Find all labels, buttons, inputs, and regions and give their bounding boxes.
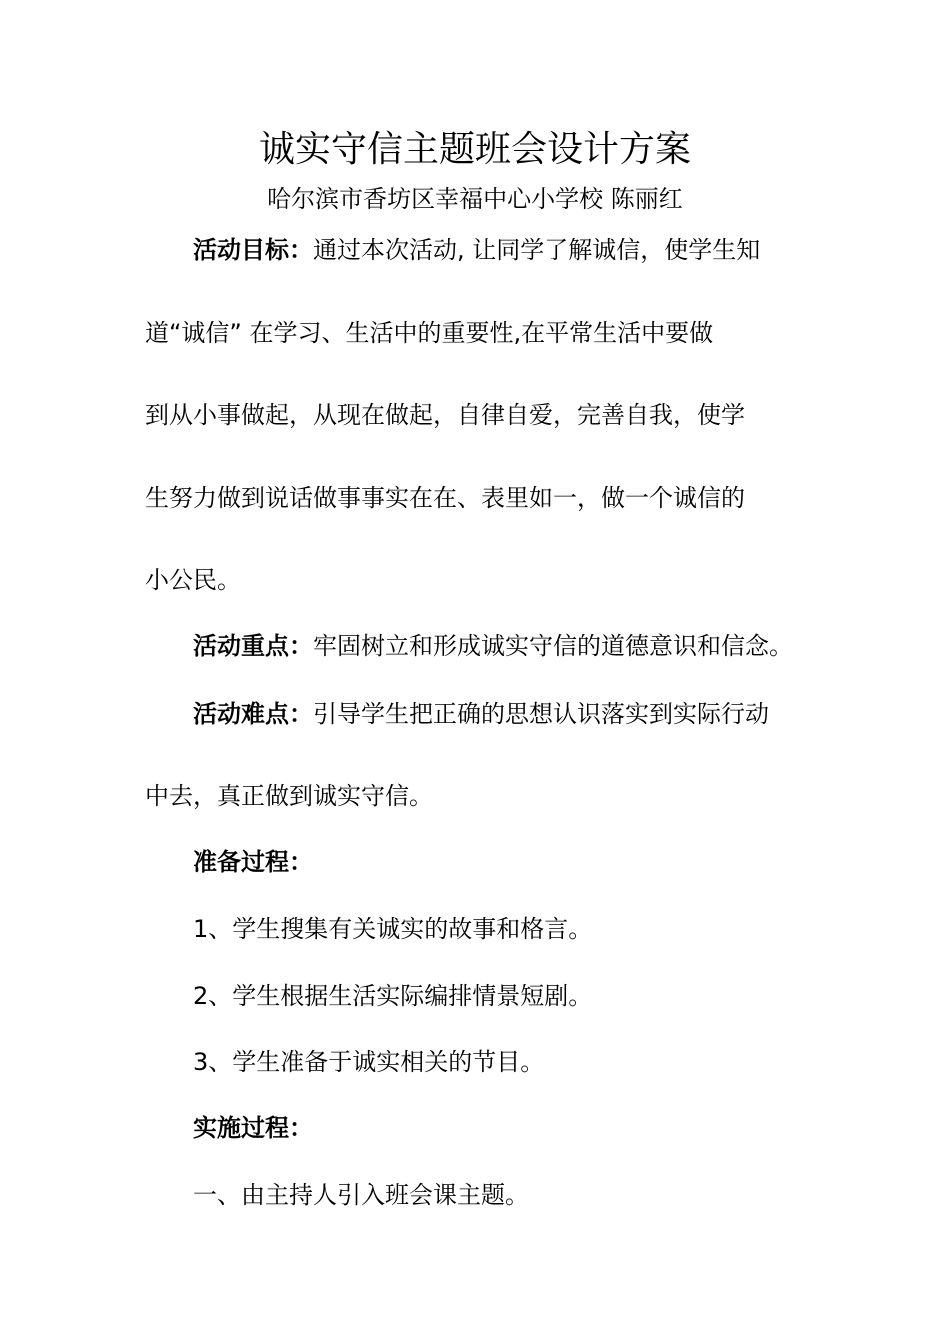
difficulty-paragraph-line-1 [193, 697, 769, 731]
goal-text-2: 道“诚信” 在学习、生活中的重要性,在平常生活中要做 [145, 319, 714, 347]
goal-text-4: 生努力做到说话做事事实在在、表里如一，做一个诚信的 [145, 484, 745, 512]
key-point-label: 活动重点： [193, 632, 313, 660]
implementation-step-1: 一、由主持人引入班会课主题。 [193, 1181, 529, 1209]
goal-label: 活动目标： [193, 236, 313, 264]
goal-text-3: 到从小事做起，从现在做起，自律自爱，完善自我，使学 [145, 401, 745, 429]
difficulty-label: 活动难点： [193, 700, 313, 728]
preparation-heading: 准备过程： [193, 848, 313, 876]
goal-text-5: 小公民。 [145, 566, 241, 594]
preparation-item-3: 3、学生准备于诚实相关的节目。 [193, 1048, 545, 1076]
goal-text-1: 通过本次活动, 让同学了解诚信，使学生知 [313, 236, 761, 264]
difficulty-text-2: 中去，真正做到诚实守信。 [145, 782, 433, 810]
document-subtitle: 哈尔滨市香坊区幸福中心小学校 陈丽红 [267, 185, 683, 213]
key-point-paragraph [193, 629, 793, 663]
goal-paragraph-line-1 [193, 233, 760, 267]
key-point-text: 牢固树立和形成诚实守信的道德意识和信念。 [313, 632, 793, 660]
implementation-heading: 实施过程： [193, 1114, 313, 1142]
preparation-item-1: 1、学生搜集有关诚实的故事和格言。 [193, 915, 593, 943]
difficulty-text-1: 引导学生把正确的思想认识落实到实际行动 [313, 700, 769, 728]
document-title: 诚实守信主题班会设计方案 [258, 129, 691, 170]
preparation-item-2: 2、学生根据生活实际编排情景短剧。 [193, 982, 593, 1010]
